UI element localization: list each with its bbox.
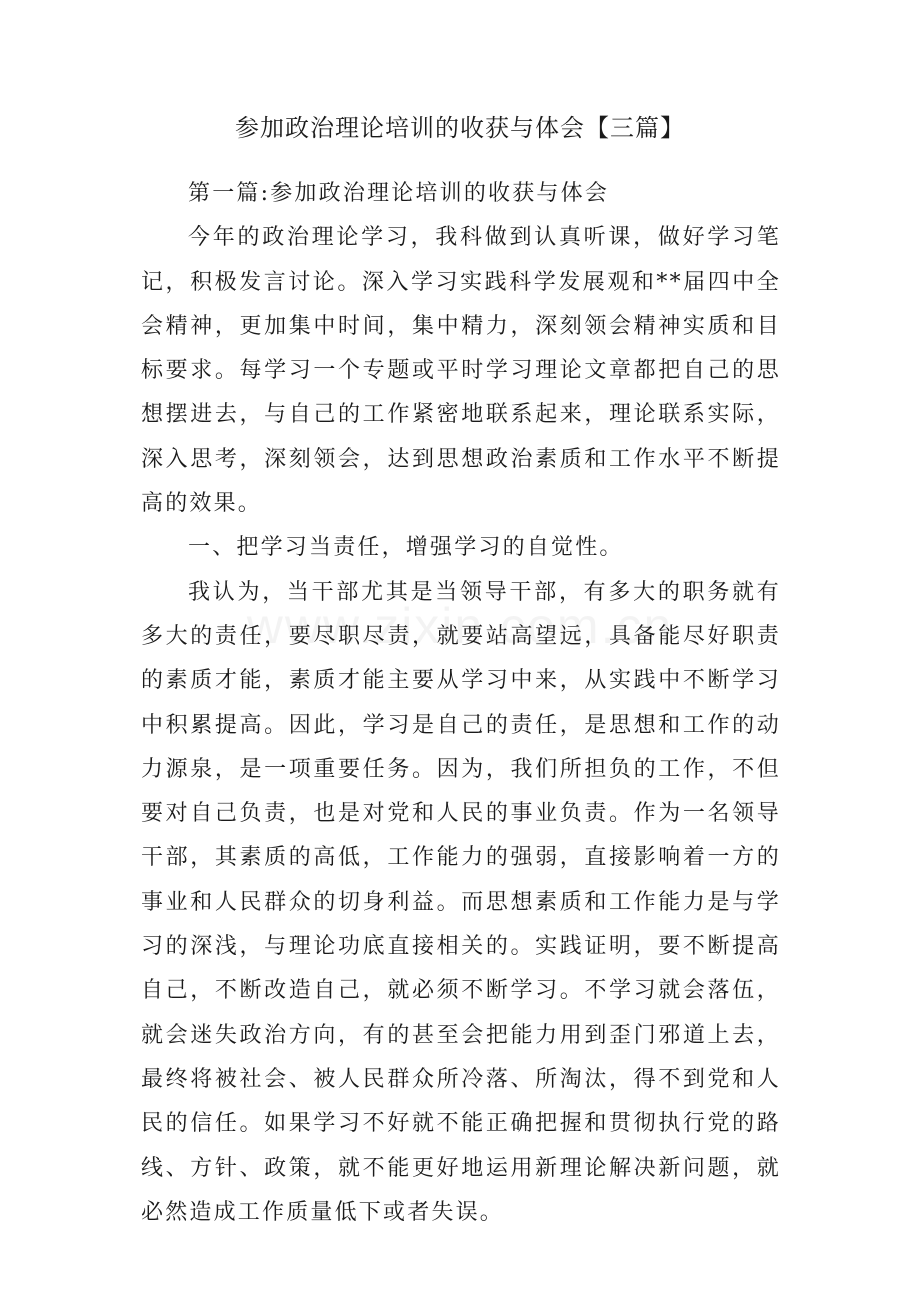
paragraph: 今年的政治理论学习，我科做到认真听课，做好学习笔记，积极发言讨论。深入学习实践科学发展观和**届四中全会精神，更加集中时间，集中精力，深刻领会精神实质和目标要求。每学习一个专题或平时学习理论文章都把自己的思想摆进去，与自己的工作紧密地联系起来，理论联系实际，深入思考，深刻领会，达到思想政治素质和工作水平不断提高的效果。: [141, 225, 781, 517]
document-title: 参加政治理论培训的收获与体会【三篇】: [235, 114, 685, 142]
paragraph: 我认为，当干部尤其是当领导干部，有多大的职务就有多大的责任，要尽职尽责，就要站高望远，具备能尽好职责的素质才能，素质才能主要从学习中来，从实践中不断学习中积累提高。因此，学习是自己的责任，是思想和工作的动力源泉，是一项重要任务。因为，我们所担负的工作，不但要对自己负责，也是对党和人民的事业负责。作为一名领导干部，其素质的高低，工作能力的强弱，直接影响着一方的事业和人民群众的切身利益。而思想素质和工作能力是与学习的深浅，与理论功底直接相关的。实践证明，要不断提高自己，不断改造自己，就必须不断学习。不学习就会落伍，就会迷失政治方向，有的甚至会把能力用到歪门邪道上去，最终将被社会、被人民群众所冷落、所淘汰，得不到党和人民的信任。如果学习不好就不能正确把握和贯彻执行党的路线、方针、政策，就不能更好地运用新理论解决新问题，就必然造成工作质量低下或者失误。: [141, 579, 781, 1225]
section-heading: 第一篇:参加政治理论培训的收获与体会: [188, 181, 610, 206]
subheading: 一、把学习当责任，增强学习的自觉性。: [188, 535, 624, 561]
document-body: [141, 172, 781, 1235]
